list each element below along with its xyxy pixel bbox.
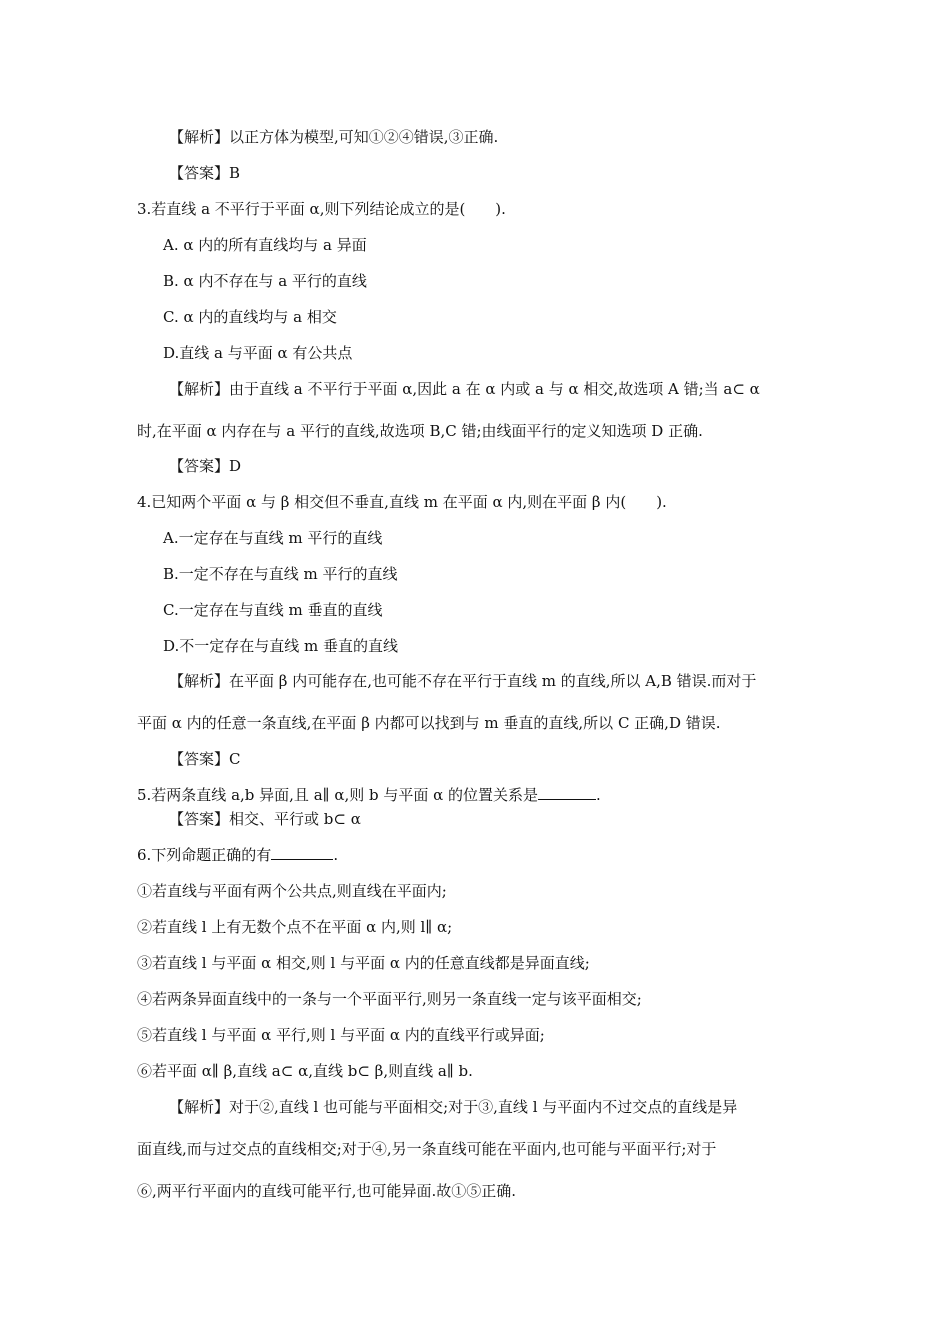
question-3-option-c: C. α 内的直线均与 a 相交 <box>163 308 337 326</box>
answer-line: 【答案】C <box>169 750 241 768</box>
analysis-line: 面直线,而与过交点的直线相交;对于④,另一条直线可能在平面内,也可能与平面平行;对于 <box>137 1140 717 1158</box>
analysis-line: 【解析】由于直线 a 不平行于平面 α,因此 a 在 α 内或 a 与 α 相交,故选项 A 错;当 a⊂ α <box>169 380 760 398</box>
question-6-stem <box>137 845 338 865</box>
statement-2: ②若直线 l 上有无数个点不在平面 α 内,则 l∥ α; <box>137 918 453 936</box>
question-5-stem <box>137 785 601 805</box>
question-3-option-b: B. α 内不存在与 a 平行的直线 <box>163 272 367 290</box>
analysis-line: 【解析】以正方体为模型,可知①②④错误,③正确. <box>169 128 499 146</box>
answer-line: 【答案】B <box>169 164 241 182</box>
statement-4: ④若两条异面直线中的一条与一个平面平行,则另一条直线一定与该平面相交; <box>137 990 642 1008</box>
period: . <box>333 846 339 864</box>
fill-in-blank <box>271 847 333 860</box>
analysis-line: 【解析】对于②,直线 l 也可能与平面相交;对于③,直线 l 与平面内不过交点的直线是异 <box>169 1098 738 1116</box>
question-3-stem: 3.若直线 a 不平行于平面 α,则下列结论成立的是( ). <box>137 200 506 218</box>
question-4-option-a: A.一定存在与直线 m 平行的直线 <box>163 529 383 547</box>
analysis-line: 时,在平面 α 内存在与 a 平行的直线,故选项 B,C 错;由线面平行的定义知选项 D 正确. <box>137 422 703 440</box>
analysis-line: 平面 α 内的任意一条直线,在平面 β 内都可以找到与 m 垂直的直线,所以 C 正确,D 错误. <box>137 714 721 732</box>
analysis-line: 【解析】在平面 β 内可能存在,也可能不存在平行于直线 m 的直线,所以 A,B 错误.而对于 <box>169 672 757 690</box>
question-4-option-d: D.不一定存在与直线 m 垂直的直线 <box>163 637 399 655</box>
question-6-text: 6.下列命题正确的有 <box>137 846 272 864</box>
question-4-option-b: B.一定不存在与直线 m 平行的直线 <box>163 565 398 583</box>
statement-1: ①若直线与平面有两个公共点,则直线在平面内; <box>137 882 447 900</box>
question-3-option-d: D.直线 a 与平面 α 有公共点 <box>163 344 353 362</box>
question-4-stem: 4.已知两个平面 α 与 β 相交但不垂直,直线 m 在平面 α 内,则在平面 β 内( ). <box>137 493 667 511</box>
answer-line: 【答案】相交、平行或 b⊂ α <box>169 810 361 828</box>
question-4-option-c: C.一定存在与直线 m 垂直的直线 <box>163 601 383 619</box>
statement-5: ⑤若直线 l 与平面 α 平行,则 l 与平面 α 内的直线平行或异面; <box>137 1026 545 1044</box>
analysis-line: ⑥,两平行平面内的直线可能平行,也可能异面.故①⑤正确. <box>137 1182 517 1200</box>
statement-3: ③若直线 l 与平面 α 相交,则 l 与平面 α 内的任意直线都是异面直线; <box>137 954 590 972</box>
question-5-text: 5.若两条直线 a,b 异面,且 a∥ α,则 b 与平面 α 的位置关系是 <box>137 786 539 804</box>
period: . <box>596 786 601 804</box>
statement-6: ⑥若平面 α∥ β,直线 a⊂ α,直线 b⊂ β,则直线 a∥ b. <box>137 1062 473 1080</box>
fill-in-blank <box>538 787 596 800</box>
answer-line: 【答案】D <box>169 457 242 475</box>
question-3-option-a: A. α 内的所有直线均与 a 异面 <box>163 236 367 254</box>
